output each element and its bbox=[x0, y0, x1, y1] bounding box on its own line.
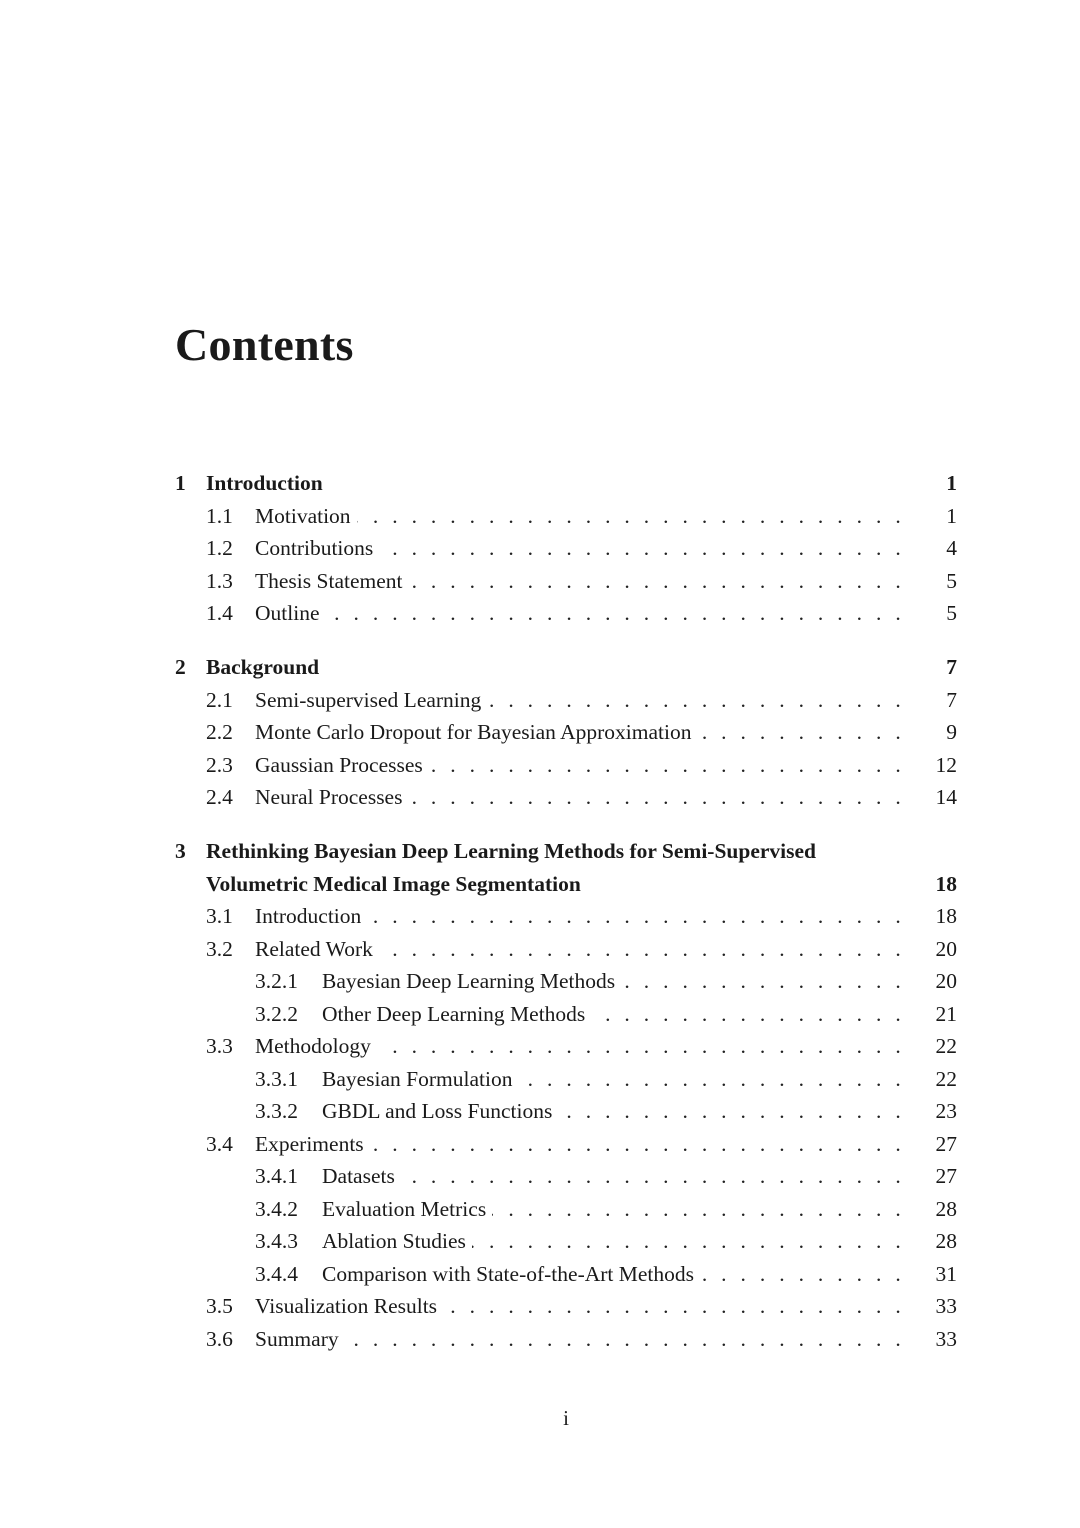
toc-entry-title[interactable]: Methodology bbox=[255, 1034, 371, 1058]
toc-entry-title[interactable]: Visualization Results bbox=[255, 1294, 438, 1318]
toc-entry-number: 3.4 bbox=[206, 1131, 233, 1156]
dot-leader bbox=[519, 1063, 906, 1096]
toc-entry-title[interactable]: Introduction bbox=[206, 471, 323, 495]
dot-leader bbox=[621, 965, 905, 998]
toc-entry-page: 33 bbox=[935, 1326, 957, 1351]
toc-entry-page: 5 bbox=[946, 568, 957, 593]
toc-entry-number: 2.2 bbox=[206, 720, 233, 744]
toc-entry-number: 3.4.2 bbox=[255, 1196, 298, 1221]
toc-entry-section[interactable] bbox=[175, 597, 957, 630]
toc-entry-page: 22 bbox=[935, 1034, 957, 1058]
toc-entry-page: 22 bbox=[935, 1066, 957, 1091]
dot-leader bbox=[487, 684, 905, 717]
toc-entry-number: 3.3.2 bbox=[255, 1099, 298, 1123]
toc-entry-section[interactable] bbox=[175, 1030, 957, 1063]
toc-entry-subsection[interactable] bbox=[175, 1095, 957, 1128]
toc-entry-page: 5 bbox=[946, 601, 957, 625]
dot-leader bbox=[370, 1128, 905, 1161]
toc-entry-number: 3.4.3 bbox=[255, 1229, 298, 1253]
toc-entry-number: 1 bbox=[175, 471, 186, 495]
toc-entry-subsection[interactable] bbox=[175, 965, 957, 998]
dot-leader bbox=[409, 565, 906, 598]
toc-entry-number: 3.5 bbox=[206, 1294, 233, 1318]
dot-leader bbox=[326, 597, 906, 630]
toc-entry-section[interactable] bbox=[175, 1128, 957, 1161]
toc-entry-page: 12 bbox=[935, 752, 957, 777]
toc-entry-title[interactable]: Motivation bbox=[255, 503, 351, 528]
toc-entry-chapter-continued[interactable] bbox=[175, 868, 957, 901]
toc-entry-title[interactable]: Neural Processes bbox=[255, 785, 403, 809]
table-of-contents bbox=[175, 467, 957, 1355]
toc-entry-page: 21 bbox=[935, 1001, 957, 1026]
toc-entry-number: 3.3.1 bbox=[255, 1066, 298, 1091]
dot-leader bbox=[379, 532, 905, 565]
toc-entry-chapter[interactable] bbox=[175, 467, 957, 500]
toc-entry-number: 3.2 bbox=[206, 936, 233, 961]
toc-entry-number: 1.1 bbox=[206, 503, 233, 528]
toc-entry-number: 3.4.1 bbox=[255, 1164, 298, 1188]
toc-entry-title[interactable]: Thesis Statement bbox=[255, 568, 403, 593]
toc-entry-title[interactable]: Other Deep Learning Methods bbox=[322, 1001, 586, 1026]
dot-leader bbox=[357, 500, 905, 533]
toc-entry-title[interactable]: Introduction bbox=[255, 904, 362, 928]
toc-entry-title[interactable]: Summary bbox=[255, 1326, 339, 1351]
toc-entry-page: 18 bbox=[935, 871, 957, 896]
toc-entry-title[interactable]: Outline bbox=[255, 601, 320, 625]
dot-leader bbox=[401, 1160, 905, 1193]
toc-entry-page: 20 bbox=[935, 969, 957, 993]
toc-entry-page: 7 bbox=[946, 655, 957, 679]
dot-leader bbox=[377, 1030, 905, 1063]
toc-entry-page: 1 bbox=[946, 503, 957, 528]
toc-entry-page: 20 bbox=[935, 936, 957, 961]
dot-leader bbox=[345, 1323, 905, 1356]
toc-entry-title[interactable]: Bayesian Formulation bbox=[322, 1066, 513, 1091]
dot-leader bbox=[367, 900, 905, 933]
toc-entry-page: 31 bbox=[935, 1261, 957, 1286]
toc-entry-number: 2 bbox=[175, 655, 186, 679]
toc-entry-subsection[interactable] bbox=[175, 1160, 957, 1193]
toc-entry-number: 3.2.2 bbox=[255, 1001, 298, 1026]
dot-leader bbox=[698, 716, 906, 749]
toc-entry-title[interactable]: Evaluation Metrics bbox=[322, 1196, 487, 1221]
toc-entry-title[interactable]: Experiments bbox=[255, 1131, 364, 1156]
toc-entry-title[interactable]: Comparison with State-of-the-Art Methods bbox=[322, 1261, 695, 1286]
toc-entry-section[interactable] bbox=[175, 1323, 957, 1356]
toc-entry-subsection[interactable] bbox=[175, 1225, 957, 1258]
toc-entry-page: 33 bbox=[935, 1294, 957, 1318]
toc-entry-page: 1 bbox=[946, 471, 957, 495]
dot-leader bbox=[379, 933, 905, 966]
toc-entry-number: 3.6 bbox=[206, 1326, 233, 1351]
toc-entry-number: 3.3 bbox=[206, 1034, 233, 1058]
toc-entry-section[interactable] bbox=[175, 500, 957, 533]
dot-leader bbox=[443, 1290, 905, 1323]
toc-entry-number: 1.3 bbox=[206, 568, 233, 593]
toc-entry-number: 1.4 bbox=[206, 601, 233, 625]
toc-entry-title[interactable]: Bayesian Deep Learning Methods bbox=[322, 969, 616, 993]
toc-entry-page: 4 bbox=[946, 536, 957, 560]
toc-entry-subsection[interactable] bbox=[175, 1063, 957, 1096]
toc-entry-section[interactable] bbox=[175, 1290, 957, 1323]
toc-entry-subsection[interactable] bbox=[175, 1193, 957, 1226]
toc-entry-page: 23 bbox=[935, 1099, 957, 1123]
dot-leader bbox=[429, 749, 905, 782]
toc-entry-title[interactable]: Rethinking Bayesian Deep Learning Methods for Semi-Supervised bbox=[206, 839, 816, 863]
dot-leader bbox=[558, 1095, 905, 1128]
toc-entry-title[interactable]: Contributions bbox=[255, 536, 374, 560]
toc-entry-section[interactable] bbox=[175, 716, 957, 749]
toc-entry-title[interactable]: Related Work bbox=[255, 936, 373, 961]
toc-entry-page: 28 bbox=[935, 1229, 957, 1253]
toc-entry-number: 2.3 bbox=[206, 752, 233, 777]
toc-entry-chapter[interactable] bbox=[175, 651, 957, 684]
toc-entry-number: 2.1 bbox=[206, 687, 233, 712]
toc-entry-number: 3.1 bbox=[206, 904, 233, 928]
toc-entry-subsection[interactable] bbox=[175, 1258, 957, 1291]
toc-entry-section[interactable] bbox=[175, 749, 957, 782]
toc-entry-section[interactable] bbox=[175, 933, 957, 966]
toc-entry-page: 27 bbox=[935, 1164, 957, 1188]
toc-entry-title[interactable]: Datasets bbox=[322, 1164, 395, 1188]
dot-leader bbox=[408, 781, 905, 814]
toc-entry-number: 2.4 bbox=[206, 785, 233, 809]
dot-leader bbox=[700, 1258, 905, 1291]
toc-entry-section[interactable] bbox=[175, 900, 957, 933]
toc-entry-title-line2[interactable]: Volumetric Medical Image Segmentation bbox=[206, 871, 581, 896]
toc-entry-section[interactable] bbox=[175, 684, 957, 717]
dot-leader bbox=[472, 1225, 905, 1258]
toc-entry-title[interactable]: Gaussian Processes bbox=[255, 752, 423, 777]
toc-entry-number: 1.2 bbox=[206, 536, 233, 560]
toc-entry-title[interactable]: Semi-supervised Learning bbox=[255, 687, 482, 712]
dot-leader bbox=[492, 1193, 905, 1226]
toc-entry-title[interactable]: GBDL and Loss Functions bbox=[322, 1099, 553, 1123]
toc-entry-page: 27 bbox=[935, 1131, 957, 1156]
toc-entry-section[interactable] bbox=[175, 781, 957, 814]
toc-entry-page: 7 bbox=[946, 687, 957, 712]
toc-entry-page: 9 bbox=[946, 720, 957, 744]
toc-entry-number: 3.2.1 bbox=[255, 969, 298, 993]
page-number: i bbox=[563, 1406, 569, 1430]
toc-entry-subsection[interactable] bbox=[175, 998, 957, 1031]
toc-entry-page: 14 bbox=[935, 785, 957, 809]
toc-entry-number: 3.4.4 bbox=[255, 1261, 298, 1286]
page-title: Contents bbox=[175, 319, 354, 370]
toc-entry-page: 28 bbox=[935, 1196, 957, 1221]
toc-entry-title[interactable]: Ablation Studies bbox=[322, 1229, 466, 1253]
dot-leader bbox=[591, 998, 905, 1031]
toc-entry-title[interactable]: Monte Carlo Dropout for Bayesian Approximation bbox=[255, 720, 692, 744]
toc-entry-page: 18 bbox=[935, 904, 957, 928]
toc-entry-chapter[interactable] bbox=[175, 835, 957, 868]
toc-entry-title[interactable]: Background bbox=[206, 655, 320, 679]
toc-entry-section[interactable] bbox=[175, 532, 957, 565]
toc-entry-number: 3 bbox=[175, 839, 186, 863]
toc-entry-section[interactable] bbox=[175, 565, 957, 598]
